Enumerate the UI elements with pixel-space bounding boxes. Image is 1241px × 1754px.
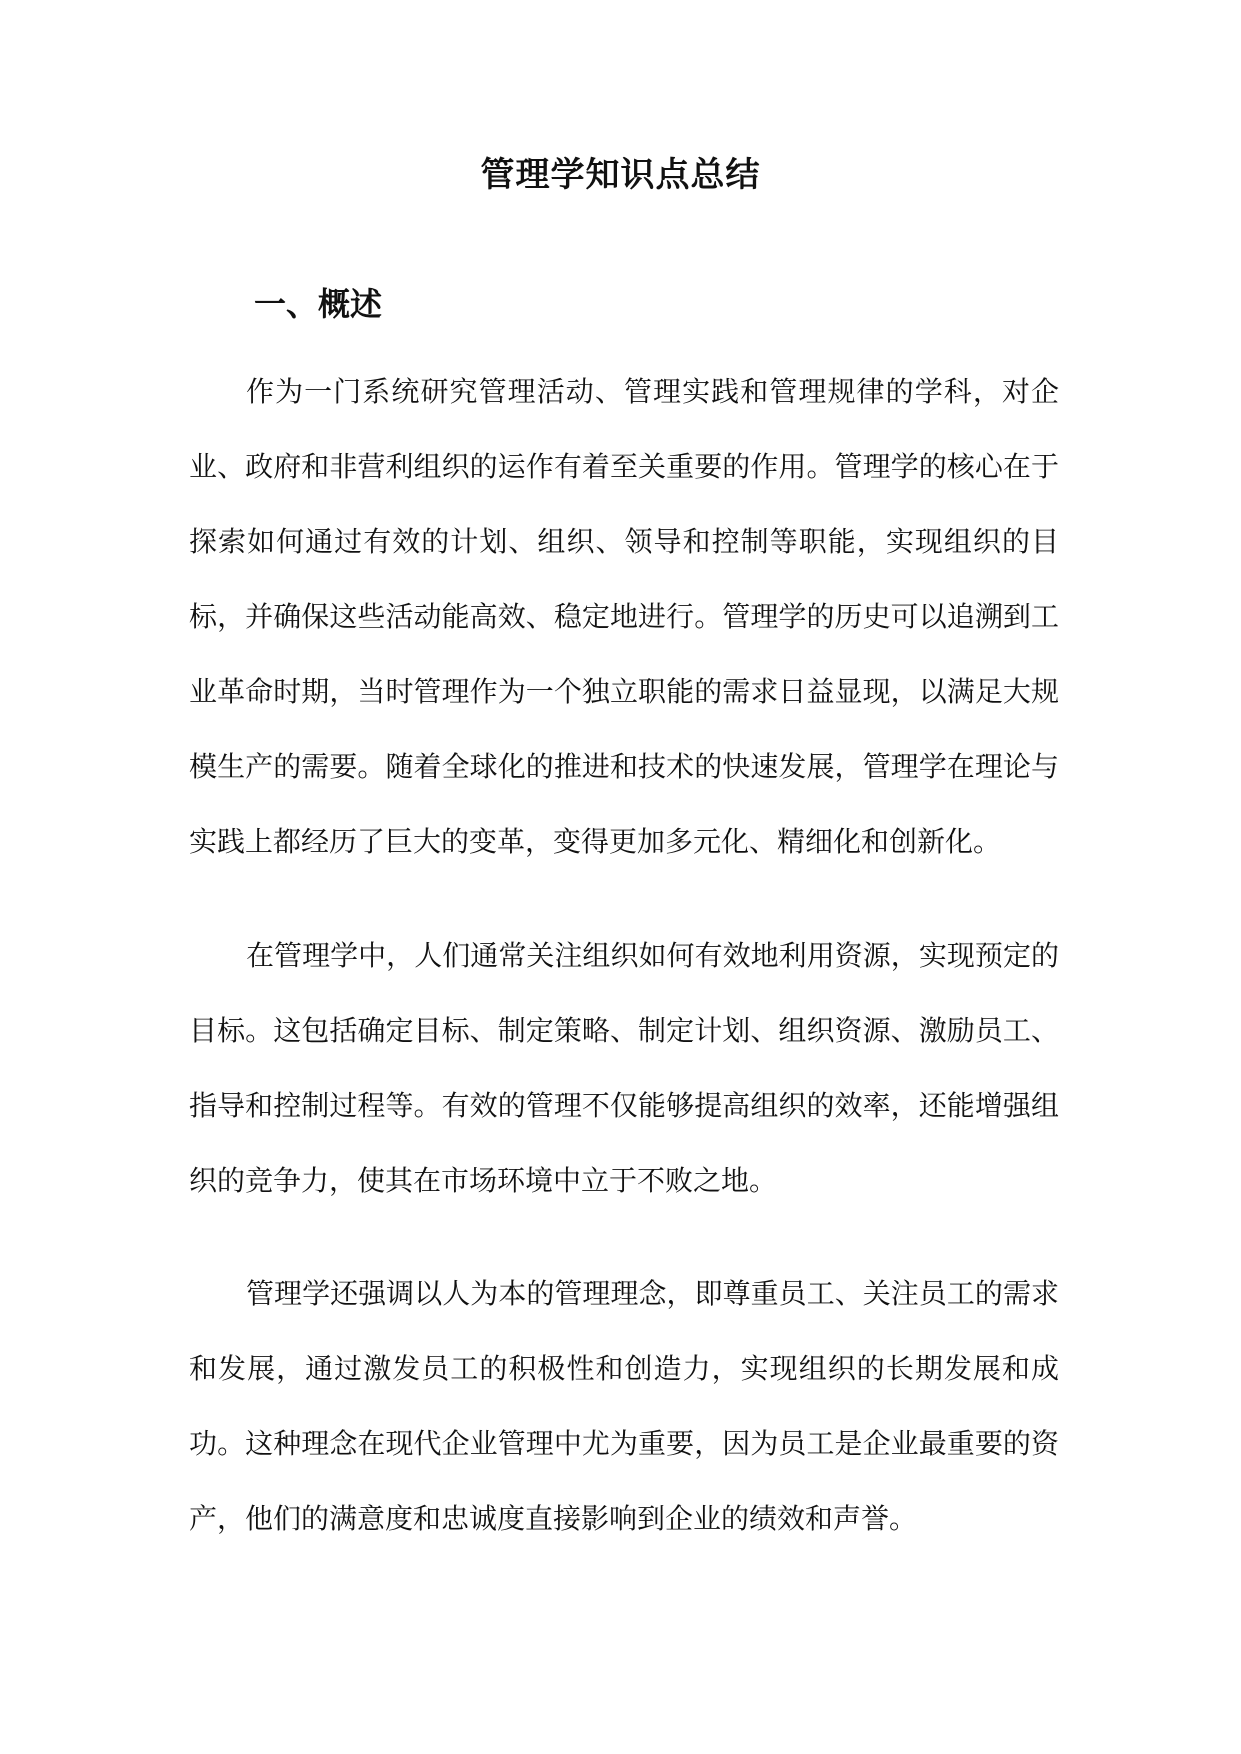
paragraph-3: 管理学还强调以人为本的管理理念，即尊重员工、关注员工的需求和发展，通过激发员工的积极性和创造力，实现组织的长期发展和成功。这种理念在现代企业管理中尤为重要，因为员工是企业最重要的资产，他们的满意度和忠诚度直接影响到企业的绩效和声誉。 bbox=[189, 1277, 1059, 1535]
section-heading: 一、概述 bbox=[254, 285, 383, 323]
paragraph-1: 作为一门系统研究管理活动、管理实践和管理规律的学科，对企业、政府和非营利组织的运作有着至关重要的作用。管理学的核心在于探索如何通过有效的计划、组织、领导和控制等职能，实现组织的目标，并确保这些活动能高效、稳定地进行。管理学的历史可以追溯到工业革命时期，当时管理作为一个独立职能的需求日益显现，以满足大规模生产的需要。随着全球化的推进和技术的快速发展，管理学在理论与实践上都经历了巨大的变革，变得更加多元化、精细化和创新化。 bbox=[189, 375, 1059, 858]
page-title: 管理学知识点总结 bbox=[480, 155, 761, 195]
paragraph-2: 在管理学中，人们通常关注组织如何有效地利用资源，实现预定的目标。这包括确定目标、制定策略、制定计划、组织资源、激励员工、指导和控制过程等。有效的管理不仅能够提高组织的效率，还能增强组织的竞争力，使其在市场环境中立于不败之地。 bbox=[189, 939, 1059, 1197]
